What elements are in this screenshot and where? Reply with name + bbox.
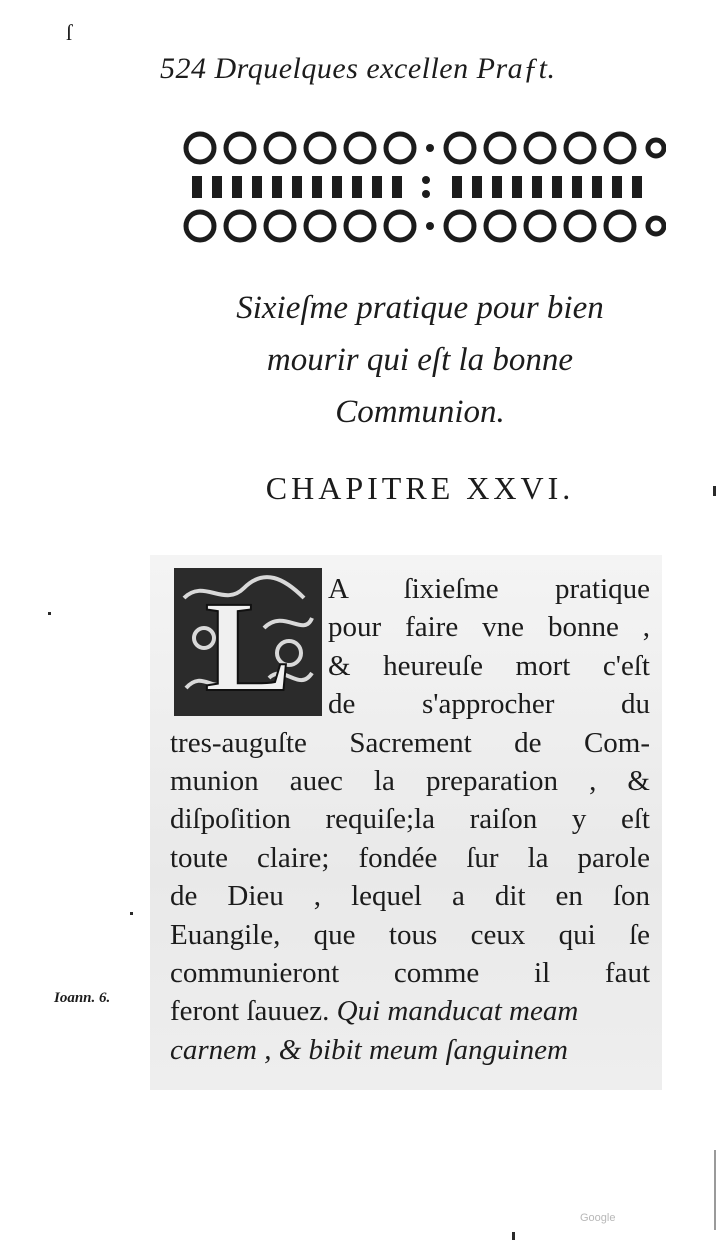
text-line: munion auec la preparation , & — [170, 764, 650, 797]
latin-quotation-line: carnem , & bibit meum ſanguinem — [170, 1033, 568, 1066]
edge-mark — [130, 912, 133, 915]
text-line: Euangile, que tous ceux qui ſe — [170, 918, 650, 951]
text-line-segment: feront ſauuez. — [170, 995, 330, 1028]
text-line: tres-auguſte Sacrement de Com- — [170, 726, 650, 759]
text-line: toute claire; fondée ſur la parole — [170, 841, 650, 874]
ornament-band — [178, 128, 666, 246]
edge-mark — [48, 612, 51, 615]
chapter-number: CHAPITRE XXVI. — [265, 470, 575, 506]
ornament-row-bottom — [186, 212, 664, 240]
text-line: de Dieu , lequel a dit en ſon — [170, 880, 650, 913]
text-line: de s'approcher du — [328, 688, 650, 721]
running-head: 524 Drquelques excellen Praƒt. — [160, 52, 556, 85]
text-line: communieront comme il faut — [170, 956, 650, 989]
drop-cap-letter: L — [204, 575, 292, 716]
text-line: pour faire vne bonne , — [328, 611, 650, 644]
body-text — [170, 570, 650, 1069]
ornament-row-middle — [192, 144, 642, 230]
chapter-title — [160, 282, 680, 438]
chapter-title-line: mourir qui eſt la bonne — [266, 342, 574, 378]
margin-note: Ioann. 6. — [54, 990, 111, 1006]
latin-quotation: Qui manducat meam — [336, 995, 579, 1028]
corner-mark: ſ — [66, 20, 73, 45]
text-line: diſpoſition requiſe;la raiſon y eſt — [170, 803, 650, 836]
edge-mark — [713, 486, 716, 496]
text-line: & heureuſe mort c'eſt — [328, 649, 650, 682]
chapter-title-line: Sixieſme pratique pour bien — [236, 290, 604, 326]
chapter-title-line: Communion. — [335, 394, 505, 430]
text-line — [170, 992, 650, 1030]
edge-mark — [512, 1232, 515, 1240]
ornament-row-top — [186, 134, 664, 162]
edge-mark — [714, 1150, 716, 1230]
watermark: Google — [580, 1212, 616, 1224]
text-line: A ſixieſme pratique — [328, 573, 650, 605]
